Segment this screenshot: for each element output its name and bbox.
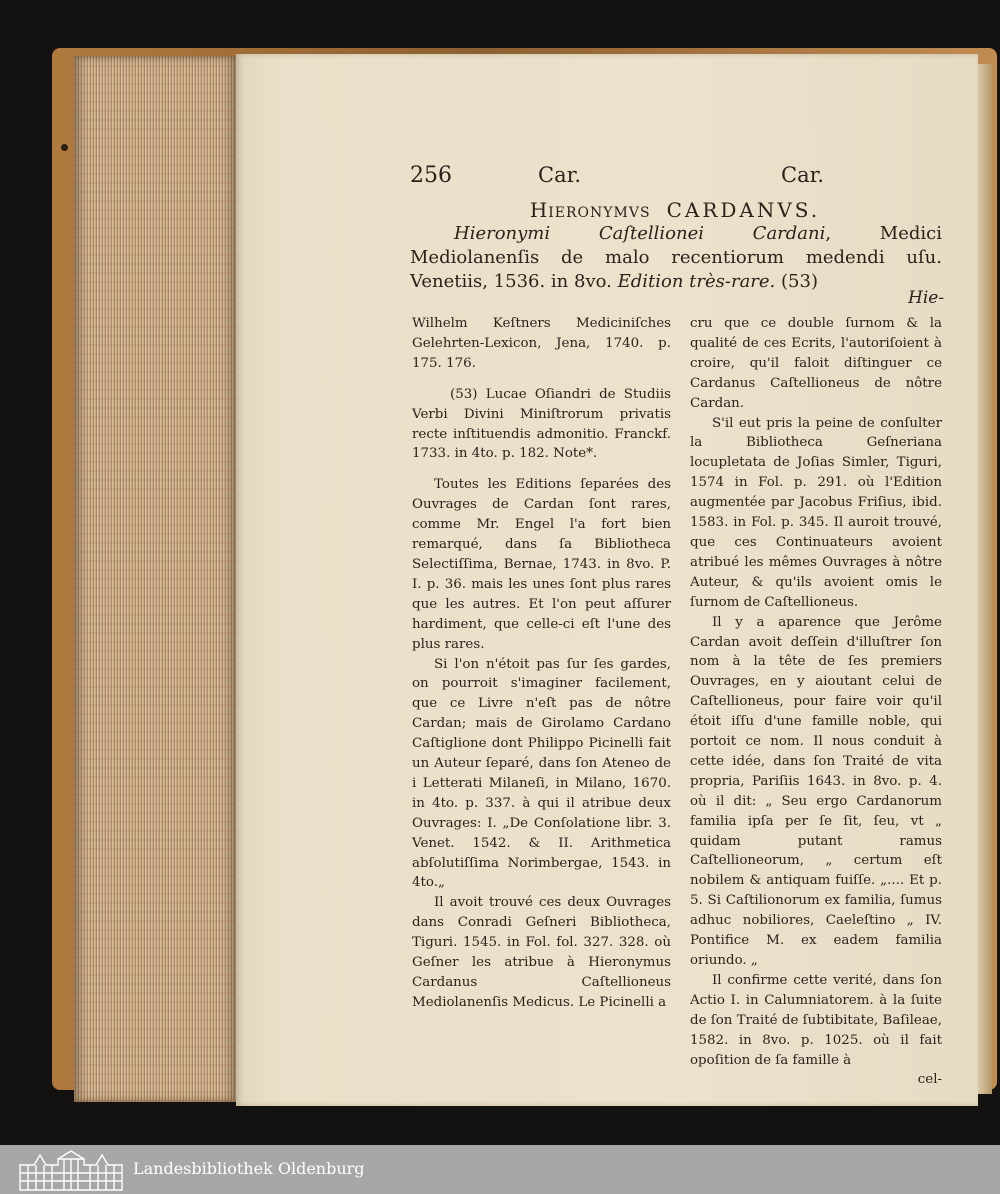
page-edges — [74, 56, 236, 1102]
entry-roman-1: , Medici Mediolanenſis de malo recentiorum medendi uſu. Venetiis, 1536. in 8vo. — [410, 223, 942, 292]
entry-italic-1: Hieronymi Caſtellionei Cardani — [454, 223, 826, 244]
running-head-right: Car. — [781, 163, 824, 187]
running-head-left: Car. — [538, 163, 581, 187]
catchword-bottom: cel- — [917, 1072, 942, 1088]
entry-title — [410, 198, 940, 222]
catchword-top: Hie- — [908, 288, 945, 308]
page-number: 256 — [410, 163, 452, 188]
title-last-name: CARDANVS. — [666, 198, 821, 222]
right-paragraph-1: cru que ce double ſurnom & la qualité de ces Ecrits, l'autoriſoient à croire, qu'il faloit diſtinguer ce Cardanus Caſtellioneus de nôtre Cardan. — [690, 316, 942, 411]
library-building-logo — [18, 1149, 124, 1191]
right-column — [690, 314, 942, 1090]
left-paragraph-2: (53) Lucae Oſiandri de Studiis Verbi Divini Miniſtrorum privatis recte inſtituendis admonitio. Franckf. 1733. in 4to. p. 182. Note*. — [412, 386, 671, 462]
institution-name: Landesbibliothek Oldenburg — [133, 1159, 365, 1178]
entry-citation — [410, 222, 942, 294]
cover-nail — [61, 144, 68, 151]
page-right-edge — [978, 64, 992, 1094]
entry-roman-2: (53) — [781, 271, 818, 292]
footer-bar — [0, 1145, 1000, 1194]
entry-italic-2: Edition très-rare. — [617, 271, 776, 292]
right-paragraph-3: Il y a aparence que Jerôme Cardan avoit deſſein d'illuſtrer ſon nom à la tête de ſes premiers Ouvrages, en y aioutant celui de Caſtellioneus, pour faire voir qu'il étoit iſſu d'une famille noble, qui portoit ce nom. Il nous conduit à cette idée, dans ſon Traité de vita propria, Pariſiis 1643. in 8vo. p. 4. où il dit: „ Seu ergo Cardanorum familia ipſa per ſe ſit, ſeu, vt „ quidam putant ramus Caſtellioneorum, „ certum eſt nobilem & antiquam fuiſſe. „.... Et p. 5. Si Caſtilionorum ex familia, ſumus adhuc nobiliores, Caeleſtino „ IV. Pontifice M. ex eadem familia oriundo. „ — [690, 614, 942, 968]
left-paragraph-1: Wilhelm Keſtners Mediciniſches Gelehrten-Lexicon, Jena, 1740. p. 175. 176. — [412, 316, 671, 371]
right-paragraph-2: S'il eut pris la peine de conſulter la Bibliotheca Geſneriana locupletata de Joſias Simler, Tiguri, 1574 in Fol. p. 291. où l'Edition augmentée par Jacobus Friſius, ibid. 1583. in Fol. p. 345. Il auroit trouvé, que ces Continuateurs avoient atribué les mêmes Ouvrages à nôtre Auteur, & qu'ils avoient omis le ſurnom de Caſtellioneus. — [690, 415, 942, 610]
left-paragraph-3: Toutes les Editions ſeparées des Ouvrages de Cardan ſont rares, comme Mr. Engel l'a fort bien remarqué, dans ſa Bibliotheca Selectiſſima, Bernae, 1743. in 8vo. P. I. p. 36. mais les unes ſont plus rares que les autres. Et l'on peut aſſurer hardiment, que celle-ci eſt l'une des plus rares. — [412, 477, 671, 652]
left-column — [412, 314, 671, 1013]
right-paragraph-4: Il confirme cette verité, dans ſon Actio I. in Calumniatorem. à la ſuite de ſon Traité de ſubtibitate, Baſileae, 1582. in 8vo. p. 1025. où il fait opoſition de ſa famille à — [690, 972, 942, 1068]
left-paragraph-5: Il avoit trouvé ces deux Ouvrages dans Conradi Geſneri Bibliotheca, Tiguri. 1545. in Fol. fol. 327. 328. où Geſner les atribue à Hieronymus Cardanus Caſtellioneus Mediolanenſis Medicus. Le Picinelli a — [412, 895, 671, 1010]
title-first-name: Hieronymvs — [529, 198, 651, 222]
left-paragraph-4: Si l'on n'étoit pas ſur ſes gardes, on pourroit s'imaginer facilement, que ce Livre n'eſt pas de nôtre Cardan; mais de Girolamo Cardano Caſtiglione dont Philippo Picinelli fait un Auteur ſeparé, dans ſon Ateneo de i Letterati Milaneſi, in Milano, 1670. in 4to. p. 337. à qui il atribue deux Ouvrages: I. „De Conſolatione libr. 3. Venet. 1542. & II. Arithmetica abſolutiſſima Norimbergae, 1543. in 4to.„ — [412, 656, 671, 891]
